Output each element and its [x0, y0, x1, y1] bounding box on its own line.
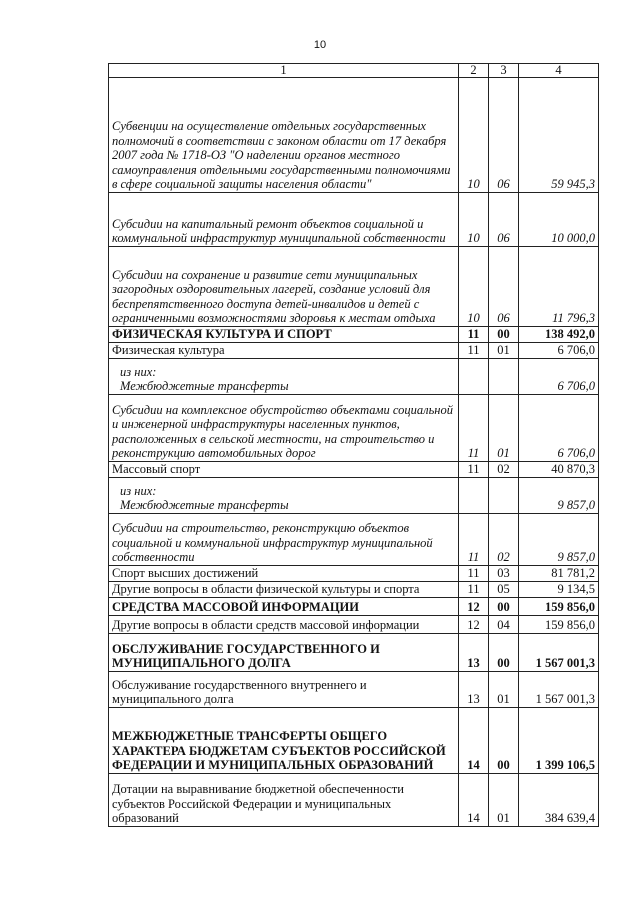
row-description: СРЕДСТВА МАССОВОЙ ИНФОРМАЦИИ — [109, 598, 459, 616]
row-subsection: 00 — [489, 634, 519, 672]
table-row — [109, 616, 599, 634]
table-row — [109, 598, 599, 616]
row-description: Спорт высших достижений — [109, 566, 459, 582]
row-subsection — [489, 359, 519, 395]
row-amount: 59 945,3 — [519, 78, 599, 193]
row-amount: 6 706,0 — [519, 395, 599, 462]
row-amount: 159 856,0 — [519, 616, 599, 634]
row-section: 10 — [459, 78, 489, 193]
table-row — [109, 514, 599, 566]
row-description — [109, 478, 459, 514]
row-description: Другие вопросы в области средств массовой информации — [109, 616, 459, 634]
row-description: Субсидии на сохранение и развитие сети муниципальных загородных оздоровительных лагерей, создание условий для беспрепятственного доступа детей-инвалидов и детей с ограниченными возможностями здоровья к местам отдыха — [109, 247, 459, 327]
row-description: Другие вопросы в области физической культуры и спорта — [109, 582, 459, 598]
row-amount: 9 857,0 — [519, 478, 599, 514]
row-subsection: 02 — [489, 514, 519, 566]
row-description: Обслуживание государственного внутреннего и муниципального долга — [109, 672, 459, 708]
row-subsection: 02 — [489, 462, 519, 478]
row-section — [459, 359, 489, 395]
row-amount: 1 567 001,3 — [519, 634, 599, 672]
row-description: Субвенции на осуществление отдельных государственных полномочий в соответствии с законом области от 17 декабря 2007 года № 1718-ОЗ "О наделении органов местного самоуправления отдельными государственными полномочиями в сфере социальной защиты населения области" — [109, 78, 459, 193]
header-col-1: 1 — [109, 64, 459, 78]
table-row — [109, 343, 599, 359]
row-description: МЕЖБЮДЖЕТНЫЕ ТРАНСФЕРТЫ ОБЩЕГО ХАРАКТЕРА БЮДЖЕТАМ СУБЪЕКТОВ РОССИЙСКОЙ ФЕДЕРАЦИИ И МУНИЦИПАЛЬНЫХ ОБРАЗОВАНИЙ — [109, 708, 459, 774]
row-description: Субсидии на капитальный ремонт объектов социальной и коммунальной инфраструктур муниципальной собственности — [109, 193, 459, 247]
table-row — [109, 566, 599, 582]
table-row — [109, 478, 599, 514]
row-subsection: 03 — [489, 566, 519, 582]
row-section: 11 — [459, 462, 489, 478]
header-col-4: 4 — [519, 64, 599, 78]
table-row — [109, 582, 599, 598]
row-section: 13 — [459, 672, 489, 708]
page-number: 10 — [313, 39, 327, 51]
row-amount: 6 706,0 — [519, 359, 599, 395]
table-row — [109, 634, 599, 672]
row-amount: 81 781,2 — [519, 566, 599, 582]
row-amount: 1 399 106,5 — [519, 708, 599, 774]
row-subsection: 00 — [489, 598, 519, 616]
row-section: 11 — [459, 566, 489, 582]
table-row — [109, 708, 599, 774]
row-section: 11 — [459, 343, 489, 359]
row-amount: 9 134,5 — [519, 582, 599, 598]
row-description — [109, 359, 459, 395]
row-amount: 1 567 001,3 — [519, 672, 599, 708]
row-section: 14 — [459, 708, 489, 774]
row-subsection: 00 — [489, 327, 519, 343]
row-section — [459, 478, 489, 514]
table-row — [109, 193, 599, 247]
row-of-which-label: из них: — [120, 364, 157, 379]
row-subsection: 06 — [489, 247, 519, 327]
row-subsection: 00 — [489, 708, 519, 774]
row-section: 11 — [459, 514, 489, 566]
header-col-2: 2 — [459, 64, 489, 78]
row-amount: 384 639,4 — [519, 774, 599, 827]
table-row — [109, 359, 599, 395]
table-row — [109, 327, 599, 343]
row-description: ФИЗИЧЕСКАЯ КУЛЬТУРА И СПОРТ — [109, 327, 459, 343]
row-subsection: 05 — [489, 582, 519, 598]
row-subsection: 01 — [489, 672, 519, 708]
row-section: 12 — [459, 598, 489, 616]
row-description: ОБСЛУЖИВАНИЕ ГОСУДАРСТВЕННОГО И МУНИЦИПАЛЬНОГО ДОЛГА — [109, 634, 459, 672]
row-amount: 159 856,0 — [519, 598, 599, 616]
row-subsection: 01 — [489, 343, 519, 359]
row-amount: 11 796,3 — [519, 247, 599, 327]
row-section: 11 — [459, 395, 489, 462]
row-subsection: 06 — [489, 78, 519, 193]
row-section: 11 — [459, 327, 489, 343]
row-subsection: 01 — [489, 774, 519, 827]
row-section: 14 — [459, 774, 489, 827]
row-amount: 138 492,0 — [519, 327, 599, 343]
budget-table — [108, 63, 599, 827]
row-section: 13 — [459, 634, 489, 672]
row-of-which-label: из них: — [120, 483, 157, 498]
row-amount: 9 857,0 — [519, 514, 599, 566]
row-section: 12 — [459, 616, 489, 634]
row-amount: 10 000,0 — [519, 193, 599, 247]
row-subsection: 04 — [489, 616, 519, 634]
row-section: 10 — [459, 193, 489, 247]
row-section: 11 — [459, 582, 489, 598]
table-row — [109, 672, 599, 708]
row-description: Субсидии на комплексное обустройство объектами социальной и инженерной инфраструктуры населенных пунктов, расположенных в сельской местности, на строительство и реконструкцию автомобильных дорог — [109, 395, 459, 462]
table-row — [109, 395, 599, 462]
row-description: Массовый спорт — [109, 462, 459, 478]
row-description: Субсидии на строительство, реконструкцию объектов социальной и коммунальной инфраструктур муниципальной собственности — [109, 514, 459, 566]
table-row — [109, 774, 599, 827]
row-amount: 6 706,0 — [519, 343, 599, 359]
header-col-3: 3 — [489, 64, 519, 78]
row-subsection — [489, 478, 519, 514]
table-row — [109, 78, 599, 193]
row-transfer-label: Межбюджетные трансферты — [120, 379, 289, 394]
row-transfer-label: Межбюджетные трансферты — [120, 498, 289, 513]
table-header-row — [109, 64, 599, 78]
row-description: Дотации на выравнивание бюджетной обеспеченности субъектов Российской Федерации и муниципальных образований — [109, 774, 459, 827]
row-section: 10 — [459, 247, 489, 327]
row-subsection: 01 — [489, 395, 519, 462]
row-amount: 40 870,3 — [519, 462, 599, 478]
row-description: Физическая культура — [109, 343, 459, 359]
table-row — [109, 462, 599, 478]
table-row — [109, 247, 599, 327]
row-subsection: 06 — [489, 193, 519, 247]
